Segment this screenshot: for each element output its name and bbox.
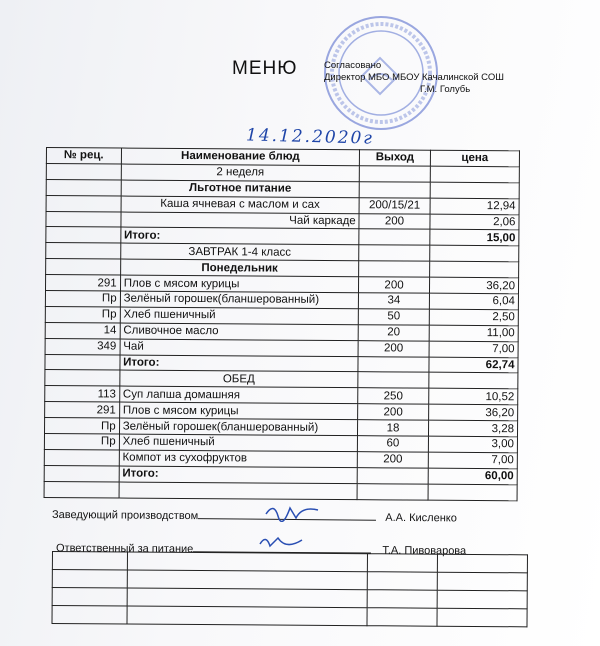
blank-cell [367,590,438,608]
recipe-code: 291 [45,402,120,418]
blank-cell [438,554,528,573]
portion-value: 34 [359,293,430,309]
code-cell [46,259,121,275]
portion-value: 18 [358,420,429,436]
price-value: 11,00 [429,325,518,342]
recipe-code [46,211,121,227]
portion-value: 50 [359,309,430,325]
price-value: 7,00 [428,452,517,469]
col-header-recipe: № рец. [46,148,121,164]
portion-cell [357,467,428,483]
price-value: 3,00 [428,436,517,453]
recipe-code: 291 [45,275,120,291]
recipe-code [46,195,121,211]
manager-name: А.А. Кисленко [385,511,457,525]
recipe-code: Пр [44,418,119,434]
blank-row [44,481,517,500]
responsible-role: Ответственный за питание [55,542,194,556]
section-label: Льготное питание [121,180,360,198]
dish-name: Компот из сухофруктов [119,450,358,468]
blank-cell [367,572,438,590]
price-value: 36,20 [429,277,518,294]
blank-cell [127,570,367,590]
blank-grid-row [52,606,527,627]
blank-grid [51,551,527,627]
price-cell [430,182,519,199]
price-value: 2,06 [430,214,519,231]
blank-cell [127,588,367,608]
dish-name: Плов с мясом курицы [120,275,359,293]
recipe-code: 14 [45,322,120,338]
recipe-code: 349 [45,338,120,354]
portion-value: 60 [358,436,429,452]
recipe-code: Пр [44,434,119,450]
portion-cell [359,181,430,197]
blank-cell [127,552,367,572]
manager-role: Заведующий производством [51,508,199,523]
menu-table-body [44,163,519,500]
portion-cell [359,245,430,261]
blank-cell [52,606,127,625]
code-cell [46,163,121,179]
dish-name: Суп лапша домашняя [119,386,358,404]
portion-cell [360,166,431,182]
portion-value: 200 [359,213,430,229]
blank-cell [44,481,119,497]
manager-handwritten-signature [262,500,322,522]
portion-value: 200/15/21 [359,197,430,213]
dish-name: Зелёный горошек(бланшерованный) [119,418,358,436]
blank-cell [52,552,127,571]
portion-value: 200 [358,452,429,468]
dish-name: Сливочное масло [120,323,359,341]
price-cell [429,261,518,278]
recipe-code: 113 [45,386,120,402]
total-price: 15,00 [430,230,519,247]
blank-cell [52,588,127,607]
blank-cell [438,590,528,609]
section-label: ОБЕД [120,370,359,388]
col-header-dish: Наименование блюд [121,148,360,166]
blank-cell [119,482,358,500]
code-cell [46,179,121,195]
portion-cell [358,372,429,388]
price-value: 6,04 [429,293,518,310]
total-label: Итого: [121,227,360,245]
section-label: Понедельник [120,259,359,277]
responsible-name: Т.А. Пивоварова [382,544,467,558]
price-value: 12,94 [430,198,519,215]
portion-value: 250 [358,388,429,404]
portion-cell [359,261,430,277]
approval-line-2: Директор МБО МБОУ Качалинской СОШ [324,72,504,83]
price-cell [430,166,519,183]
page-title: МЕНЮ [232,58,298,79]
portion-value: 200 [358,340,429,356]
total-price: 60,00 [428,468,517,485]
portion-cell [358,356,429,372]
approval-line-3: Г.М. Голубь [420,84,471,95]
blank-cell [127,606,367,626]
price-value: 36,20 [428,404,517,421]
menu-table [44,147,520,501]
approval-line-1: Согласовано [324,60,382,71]
code-cell [45,354,120,370]
approval-block [324,60,504,96]
blank-cell [438,572,528,591]
recipe-code: Пр [45,291,120,307]
dish-name: Чай [120,339,359,357]
dish-name: Каша ячневая с маслом и сах [121,196,360,214]
code-cell [46,227,121,243]
dish-name: Плов с мясом курицы [119,402,358,420]
section-label: ЗАВТРАК 1-4 класс [120,243,359,261]
recipe-code: Пр [45,306,120,322]
portion-value: 200 [359,277,430,293]
portion-value: 200 [358,404,429,420]
blank-cell [428,484,517,501]
handwritten-date: 14.12.2020г [245,125,375,149]
price-cell [429,373,518,390]
price-value: 3,28 [428,420,517,437]
total-label: Итого: [120,355,359,373]
col-header-price: цена [430,150,519,167]
blank-cell [437,608,527,627]
code-cell [44,465,119,481]
dish-name: Хлеб пшеничный [120,307,359,325]
dish-name: Хлеб пшеничный [119,434,358,452]
recipe-code [44,449,119,465]
total-label: Итого: [119,466,358,484]
col-header-portion: Выход [360,150,431,166]
section-label: 2 неделя [121,164,360,182]
price-value: 2,50 [429,309,518,326]
code-cell [45,370,120,386]
portion-value: 20 [358,324,429,340]
dish-name: Зелёный горошек(бланшерованный) [120,291,359,309]
responsible-handwritten-signature [256,532,306,554]
blank-cell [367,608,438,626]
portion-cell [359,229,430,245]
dish-name: Чай каркаде [121,212,360,230]
code-cell [46,243,121,259]
price-value: 10,52 [428,389,517,406]
price-cell [429,246,518,263]
blank-cell [367,554,438,572]
total-price: 62,74 [429,357,518,374]
price-value: 7,00 [429,341,518,358]
blank-cell [52,570,127,589]
blank-cell [357,483,428,499]
